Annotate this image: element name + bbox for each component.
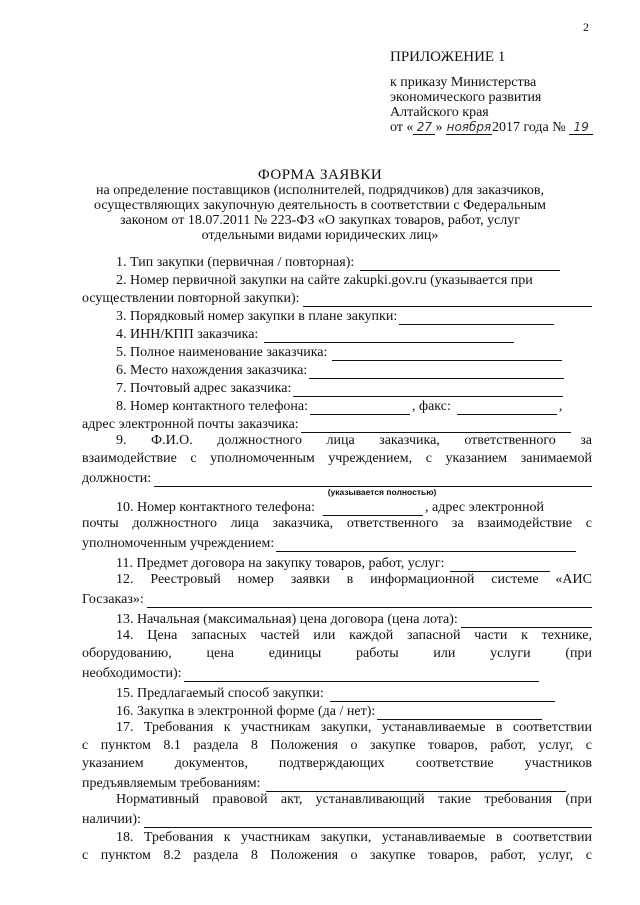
item-label: 5. Полное наименование заказчика:	[116, 345, 328, 360]
item-5	[82, 343, 592, 361]
item-label: 10. Номер контактного телефона:	[116, 500, 315, 515]
fill-line[interactable]	[293, 383, 563, 397]
form-subtitle-line: законом от 18.07.2011 № 223-ФЗ «О закупках товаров, работ, услуг	[119, 213, 521, 228]
fill-line[interactable]	[310, 401, 410, 415]
item-9-cont	[82, 469, 592, 487]
item-17-cont: указанием документов, подтверждающих соответствие участников	[82, 756, 592, 771]
item-14: 14. Цена запасных частей или каждой запасной части к технике,	[116, 628, 592, 643]
appendix-line: к приказу Министерства	[390, 75, 537, 90]
item-11	[82, 554, 592, 572]
form-title-block	[60, 168, 580, 243]
handwritten-month: ноября	[446, 120, 492, 134]
item-10	[82, 498, 592, 516]
fill-line[interactable]	[276, 538, 576, 552]
item-9: 9. Ф.И.О. должностного лица заказчика, ответственного за	[116, 433, 592, 448]
fill-line[interactable]	[266, 778, 566, 792]
page-number: 2	[583, 20, 589, 34]
item-14-cont	[82, 664, 592, 682]
item-17-normative: Нормативный правовой акт, устанавливающий такие требования (при	[116, 792, 592, 807]
item-1	[82, 253, 592, 271]
item-label: 2. Номер первичной закупки на сайте zakupki.gov.ru (указывается при	[116, 273, 533, 288]
item-16	[82, 702, 592, 720]
item-label: 1. Тип закупки (первичная / повторная):	[116, 255, 355, 270]
item-label: предъявляемым требованиям:	[82, 776, 261, 791]
item-7	[82, 379, 592, 397]
item-2-cont	[82, 289, 592, 307]
fill-line[interactable]	[184, 668, 539, 682]
fill-line[interactable]	[154, 473, 592, 487]
item-12: 12. Реестровый номер заявки в информационной системе «АИС	[116, 572, 592, 587]
item-label: , факс:	[412, 399, 451, 414]
handwritten-order-number: 19	[569, 121, 593, 135]
fill-line[interactable]	[461, 614, 592, 628]
item-9-cont: взаимодействие с уполномоченным учреждением, с указанием занимаемой	[82, 451, 592, 466]
form-title: ФОРМА ЗАЯВКИ	[257, 167, 383, 183]
fill-line[interactable]	[301, 419, 571, 433]
item-10-cont: почты должностного лица заказчика, ответственного за взаимодействие с	[82, 516, 592, 531]
item-15	[82, 684, 592, 702]
fill-line[interactable]	[332, 347, 562, 361]
item-label: , адрес электронной	[425, 500, 544, 515]
form-subtitle-line: осуществляющих закупочную деятельность в соответствии с Федеральным	[94, 198, 546, 213]
item-3	[82, 307, 592, 325]
fill-line[interactable]	[330, 688, 555, 702]
date-year: 2017 года №	[491, 120, 566, 135]
item-12-cont	[82, 590, 592, 608]
appendix-block	[390, 50, 593, 135]
item-10-cont	[82, 534, 592, 552]
item-label: Госзаказ»:	[82, 592, 144, 607]
form-subtitle-line: отдельными видами юридических лиц»	[201, 228, 439, 243]
item-label: должности:	[82, 471, 152, 486]
item-label: 15. Предлагаемый способ закупки:	[116, 686, 324, 701]
fill-line[interactable]	[303, 293, 592, 307]
item-17-cont	[82, 810, 592, 828]
item-2	[82, 271, 592, 289]
item-17-cont: с пунктом 8.1 раздела 8 Положения о закупке товаров, работ, услуг, с	[82, 738, 592, 753]
appendix-date-line	[390, 120, 593, 135]
item-label: 13. Начальная (максимальная) цена договора (цена лота):	[116, 612, 458, 627]
item-8-cont	[82, 415, 592, 433]
item-label: уполномоченным учреждением:	[82, 536, 275, 551]
item-17-cont	[82, 774, 592, 792]
fill-line[interactable]	[377, 706, 542, 720]
item-label: осуществлении повторной закупки):	[82, 291, 300, 306]
item-13	[82, 610, 592, 628]
item-label-group	[425, 500, 592, 516]
appendix-line: экономического развития	[390, 90, 542, 105]
item-label: наличии):	[82, 812, 141, 827]
form-body	[82, 253, 592, 866]
item-4	[82, 325, 592, 343]
appendix-line: Алтайского края	[390, 105, 489, 120]
fill-line[interactable]	[309, 365, 564, 379]
item-label: адрес электронной почты заказчика:	[82, 417, 299, 432]
item-label: ,	[558, 399, 563, 414]
fill-line[interactable]	[323, 502, 423, 516]
item-label: 3. Порядковый номер закупки в плане закупки:	[116, 309, 398, 324]
item-label: 6. Место нахождения заказчика:	[116, 363, 308, 378]
item-18-cont: с пунктом 8.2 раздела 8 Положения о закупке товаров, работ, услуг, с	[82, 848, 592, 863]
fill-line[interactable]	[147, 594, 592, 608]
item-label: необходимости):	[82, 666, 182, 681]
item-label: 8. Номер контактного телефона:	[116, 399, 308, 414]
item-14-cont: оборудованию, цена единицы работы или услуги (при	[82, 646, 592, 661]
date-quote: »	[435, 120, 443, 135]
item-18: 18. Требования к участникам закупки, устанавливаемые в соответствии	[116, 830, 592, 845]
item-label: 11. Предмет договора на закупку товаров, работ, услуг:	[116, 556, 445, 571]
fill-line[interactable]	[399, 311, 554, 325]
fill-note: (указывается полностью)	[327, 487, 437, 497]
fill-line[interactable]	[360, 257, 560, 271]
item-label: 16. Закупка в электронной форме (да / нет):	[116, 704, 376, 719]
item-8	[82, 397, 592, 415]
item-17: 17. Требования к участникам закупки, устанавливаемые в соответствии	[116, 720, 592, 735]
handwritten-day: 27	[413, 121, 435, 135]
item-6	[82, 361, 592, 379]
date-prefix: от «	[390, 120, 414, 135]
appendix-heading: ПРИЛОЖЕНИЕ 1	[390, 49, 506, 65]
fill-line[interactable]	[264, 329, 514, 343]
item-label: 7. Почтовый адрес заказчика:	[116, 381, 292, 396]
fill-line[interactable]	[144, 814, 592, 828]
item-label: 4. ИНН/КПП заказчика:	[116, 327, 259, 342]
form-subtitle-line: на определение поставщиков (исполнителей, подрядчиков) для заказчиков,	[95, 183, 545, 198]
fill-line[interactable]	[457, 401, 557, 415]
fill-line[interactable]	[450, 558, 550, 572]
